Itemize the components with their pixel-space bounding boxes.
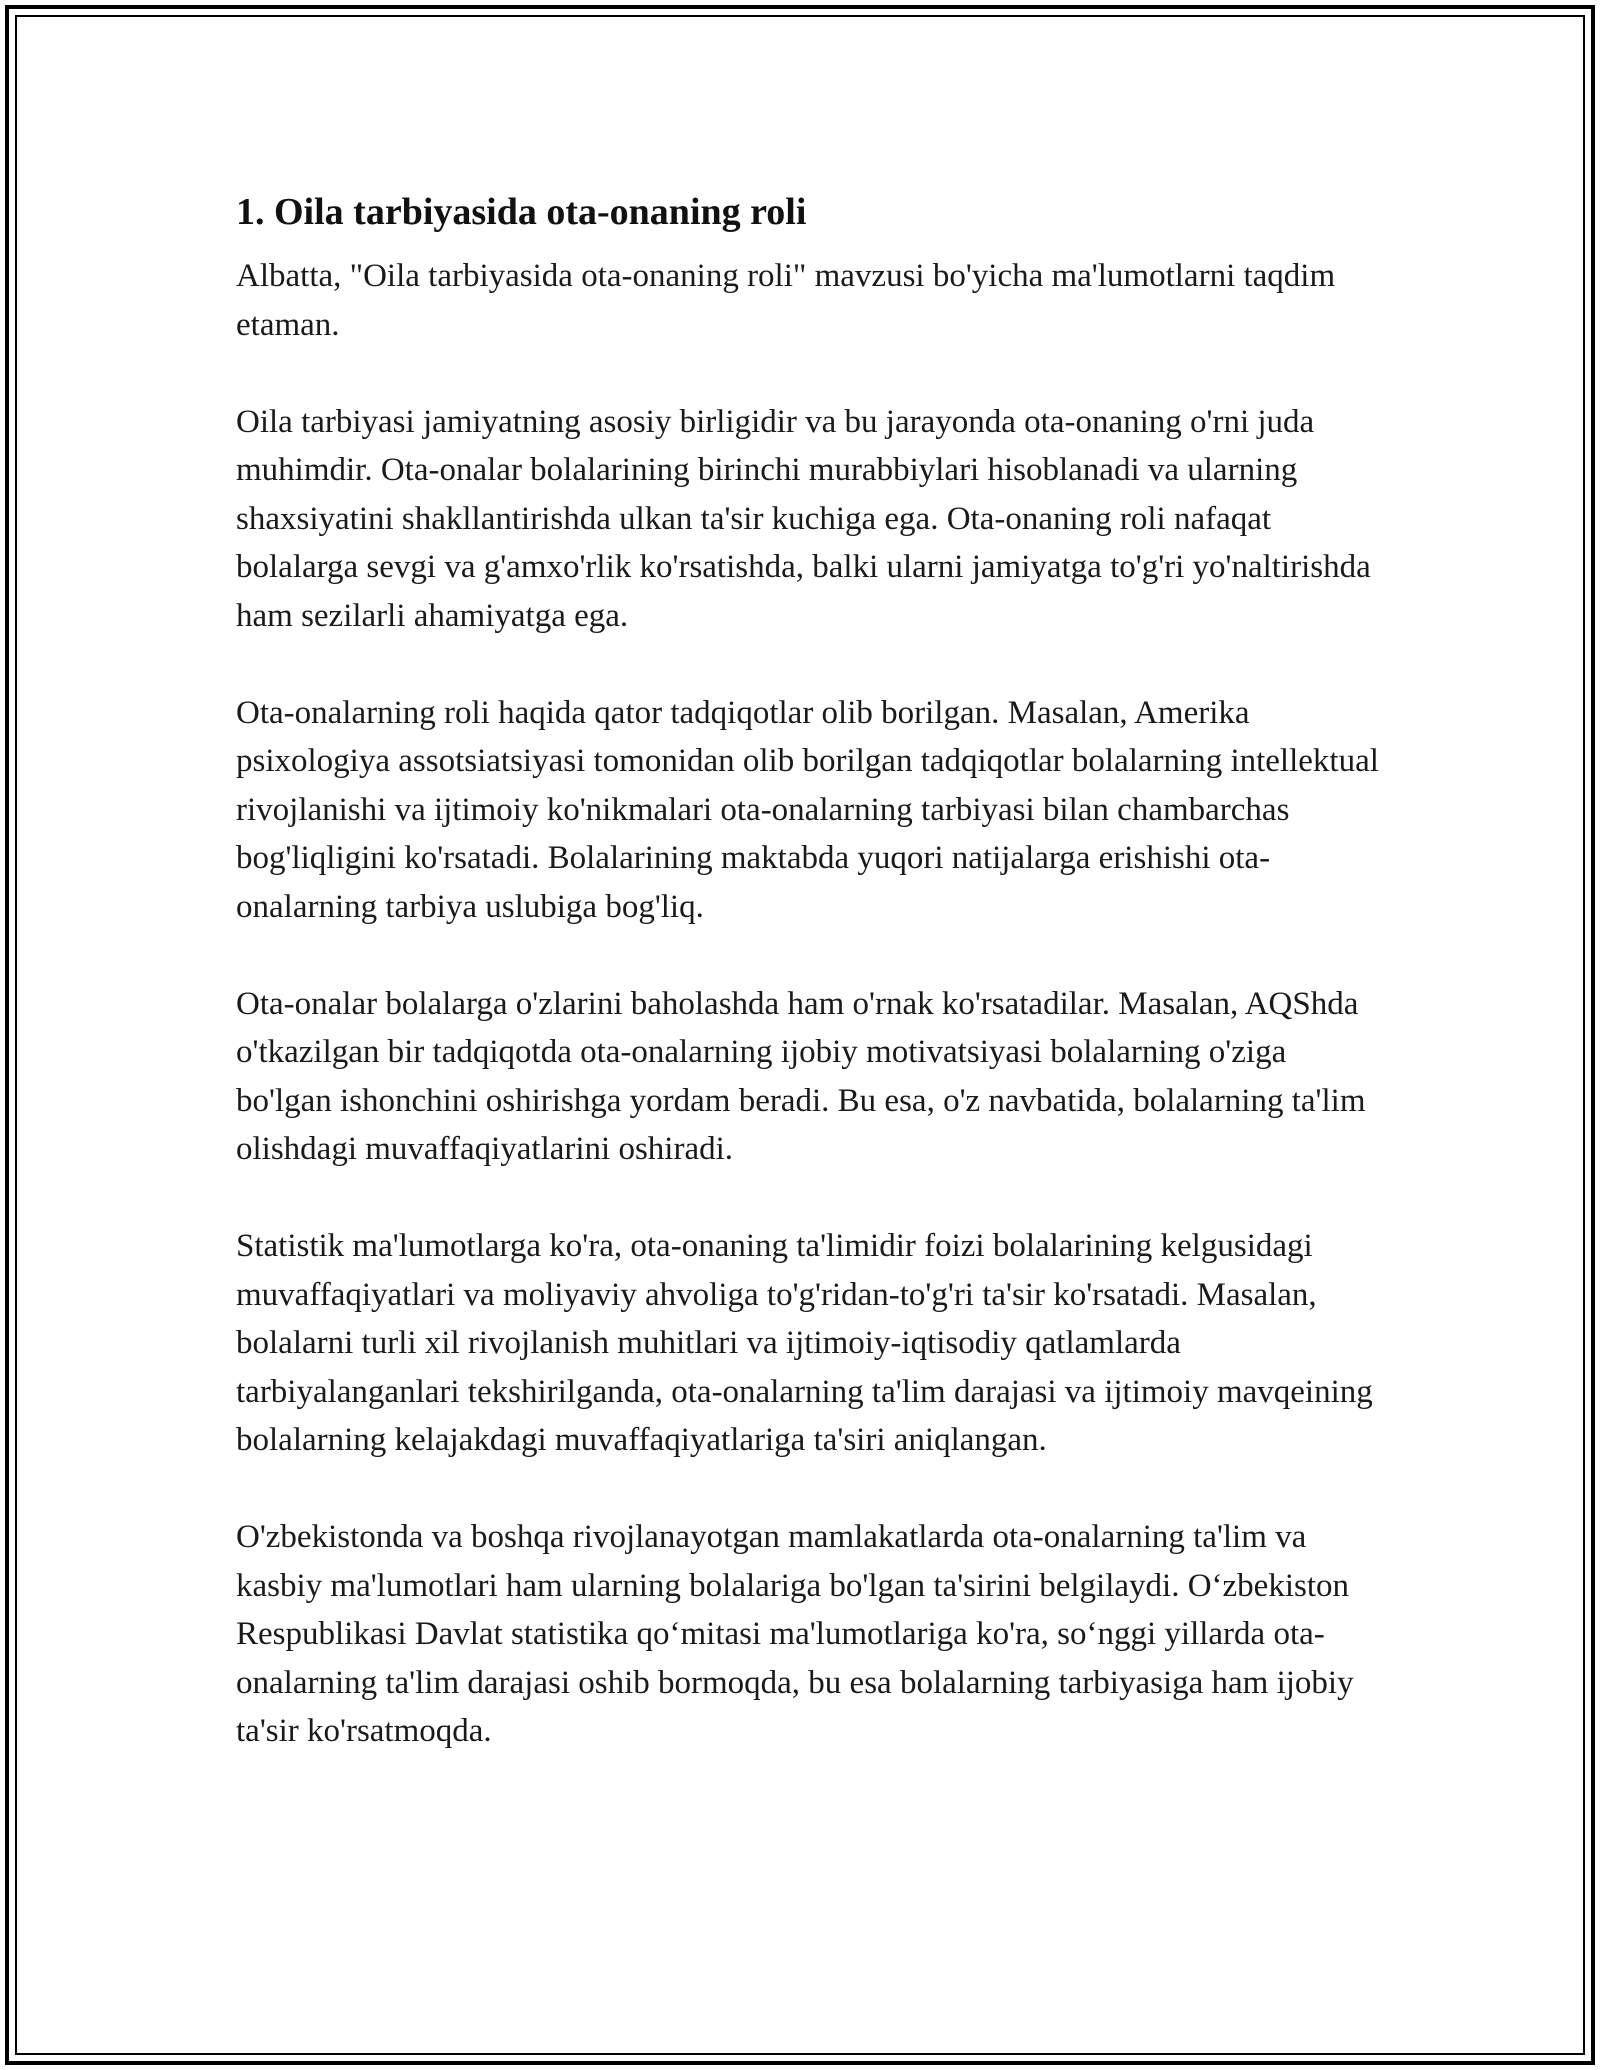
paragraph-statistics: Statistik ma'lumotlarga ko'ra, ota-onaning ta'limidir foizi bolalarining kelgusidagi muvaffaqiyatlari va moliyaviy ahvoliga to'g'ridan-to'g'ri ta'sir ko'rsatadi. Masalan, bolalarni turli xil rivojlanish muhitlari va ijtimoiy-iqtisodiy qatlamlarda tarbiyalanganlari tekshirilganda, ota-onalarning ta'lim darajasi va ijtimoiy mavqeining bolalarning kelajakdagi muvaffaqiyatlariga ta'siri aniqlangan. <box>236 1228 1373 1458</box>
paragraph-intro: Albatta, "Oila tarbiyasida ota-onaning roli" mavzusi bo'yicha ma'lumotlarni taqdim etaman. <box>236 258 1336 343</box>
section-heading: 1. Oila tarbiyasida ota-onaning roli <box>236 191 807 233</box>
paragraph-research: Ota-onalarning roli haqida qator tadqiqotlar olib borilgan. Masalan, Amerika psixologiya assotsiatsiyasi tomonidan olib borilgan tadqiqotlar bolalarning intellektual rivojlanishi va ijtimoiy ko'nikmalari ota-onalarning tarbiyasi bilan chambarchas bog'liqligini ko'rsatadi. Bolalarining maktabda yuqori natijalarga erishishi ota-onalarning tarbiya uslubiga bog'liq. <box>236 694 1379 925</box>
paragraph-family-upbringing: Oila tarbiyasi jamiyatning asosiy birligidir va bu jarayonda ota-onaning o'rni juda muhimdir. Ota-onalar bolalarining birinchi murabbiylari hisoblanadi va ularning shaxsiyatini shakllantirishda ulkan ta'sir kuchiga ega. Ota-onaning roli nafaqat bolalarga sevgi va g'amxo'rlik ko'rsatishda, balki ularni jamiyatga to'g'ri yo'naltirishda ham sezilarli ahamiyatga ega. <box>236 403 1371 634</box>
paragraph-uzbekistan: O'zbekistonda va boshqa rivojlanayotgan mamlakatlarda ota-onalarning ta'lim va kasbiy ma'lumotlari ham ularning bolalariga bo'lgan ta'sirini belgilaydi. O‘zbekiston Respublikasi Davlat statistika qo‘mitasi ma'lumotlariga ko'ra, so‘nggi yillarda ota-onalarning ta'lim darajasi oshib bormoqda, bu esa bolalarning tarbiyasiga ham ijobiy ta'sir ko'rsatmoqda. <box>236 1519 1354 1749</box>
document-body <box>236 186 1386 1804</box>
paragraph-self-esteem: Ota-onalar bolalarga o'zlarini baholashda ham o'rnak ko'rsatadilar. Masalan, AQShda o'tkazilgan bir tadqiqotda ota-onalarning ijobiy motivatsiyasi bolalarning o'ziga bo'lgan ishonchini oshirishga yordam beradi. Bu esa, o'z navbatida, bolalarning ta'lim olishdagi muvaffaqiyatlarini oshiradi. <box>236 985 1366 1167</box>
